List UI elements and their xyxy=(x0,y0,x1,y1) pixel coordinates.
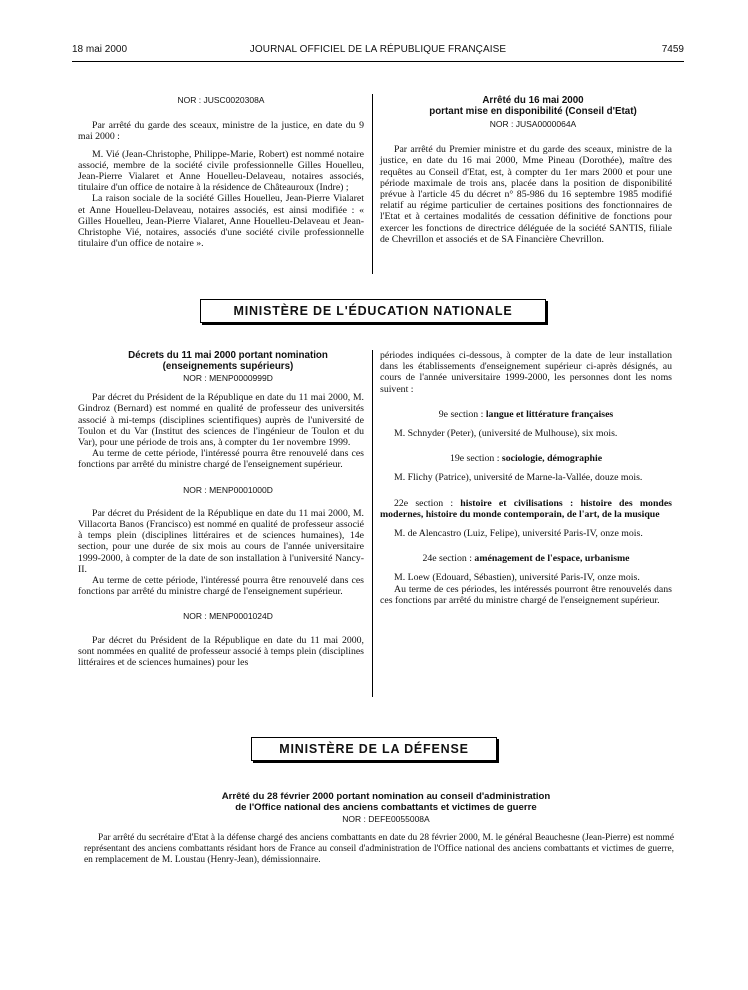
header-rule xyxy=(72,61,684,62)
section-subject: histoire et civilisations : histoire des mondes modernes, histoire du monde contemporain, de l'art, de la musique xyxy=(380,497,672,520)
nor-reference: NOR : MENP0001024D xyxy=(183,611,273,622)
section-number: 24e section : xyxy=(422,553,475,565)
nor-reference: NOR : DEFE0055008A xyxy=(342,814,430,824)
column-divider xyxy=(372,94,373,274)
section-heading xyxy=(380,498,672,520)
defense-section xyxy=(84,791,674,866)
paragraph: Au terme de cette période, l'intéressé pourra être renouvelé dans ces fonctions par arrêté du ministre chargé de l'enseignement supérieur. xyxy=(78,448,364,471)
ministry-heading-education xyxy=(200,299,546,323)
decree-title: Décrets du 11 mai 2000 portant nomination xyxy=(128,350,328,361)
education-left-column xyxy=(78,350,364,668)
section-heading xyxy=(380,553,672,564)
paragraph: Par décret du Président de la République en date du 11 mai 2000, M. Villacorta Banos (Francisco) est nommé en qualité de professeur associé à temps plein (disciplines littéraires et de sciences humaines), 14e section, pour une durée de six mois au cours de l'année universitaire 1999-2000, à compter de la date de son installation à l'université Nancy-II. xyxy=(78,507,364,575)
header-date: 18 mai 2000 xyxy=(72,44,128,55)
decree-title: Arrêté du 28 février 2000 portant nomination au conseil d'administration xyxy=(221,791,551,802)
paragraph: Par décret du Président de la République en date du 11 mai 2000, sont nommées en qualité de professeur associé à temps plein (disciplines littéraires et de sciences humaines) pour les xyxy=(78,634,364,669)
section-number: 9e section : xyxy=(438,408,486,420)
column-divider xyxy=(372,350,373,697)
section-subject: aménagement de l'espace, urbanisme xyxy=(474,553,630,565)
ministry-heading-defense xyxy=(251,737,497,761)
ministry-label: MINISTÈRE DE L'ÉDUCATION NATIONALE xyxy=(233,304,513,318)
paragraph: Par décret du Président de la République en date du 11 mai 2000, M. Gindroz (Bernard) est nommé en qualité de professeur des universités associé à mi-temps (disciplines scientifiques) auprès de l'université de Toulon et du Var (Institut des sciences de l'ingénieur de Toulon et du Var), pour une période de trois ans, à compter du 1er novembre 1999. xyxy=(78,392,364,449)
section-number: 22e section : xyxy=(394,497,461,509)
section-subject: langue et littérature françaises xyxy=(485,408,614,420)
paragraph: Par arrêté du secrétaire d'Etat à la défense chargé des anciens combattants en date du 28 février 2000, M. le général Beauchesne (Jean-Pierre) est nommé représentant des anciens combattants résidant hors de France au conseil d'administration de l'Office national des anciens combattants et victimes de guerre, en remplacement de M. Loustau (Henry-Jean), démissionnaire. xyxy=(84,833,674,865)
section-heading xyxy=(380,453,672,464)
paragraph: Par arrêté du Premier ministre et du garde des sceaux, ministre de la justice, en date du 16 mai 2000, Mme Pineau (Dorothée), maître des requêtes au Conseil d'Etat, est, à compter du 1er mars 2000 et pour une période maximale de trois ans, placée dans la position de disponibilité prévue à l'article 45 du décret n° 85-986 du 16 septembre 1985 modifié relatif au régime particulier de certaines positions des fonctionnaires de l'Etat et à certaines modalités de cessation définitive de fonctions pour exercer les fonctions de directrice déléguée de la société SANTIS, filiale de Chevrillon et associés et de SA Financière Chevrillon. xyxy=(380,144,672,245)
ministry-label: MINISTÈRE DE LA DÉFENSE xyxy=(279,742,469,756)
decree-subtitle: (enseignements supérieurs) xyxy=(162,361,294,372)
nor-reference: NOR : JUSC0020308A xyxy=(177,95,265,105)
section-subject: sociologie, démographie xyxy=(501,453,603,465)
top-left-column xyxy=(78,95,364,249)
paragraph: M. Loew (Edouard, Sébastien), université Paris-IV, onze mois. xyxy=(394,572,640,584)
top-right-column xyxy=(380,95,672,245)
nor-reference: NOR : MENP0001000D xyxy=(183,484,273,495)
section-heading xyxy=(380,409,672,420)
paragraph: M. de Alencastro (Luiz, Felipe), université Paris-IV, onze mois. xyxy=(394,528,643,540)
paragraph: M. Schnyder (Peter), (université de Mulhouse), six mois. xyxy=(394,428,618,440)
education-right-column xyxy=(380,350,672,606)
paragraph: La raison sociale de la société Gilles Houelleu, Jean-Pierre Vialaret et Anne Houelleu-Delaveau, notaires associés, est ainsi modifiée : « Gilles Houelleu, Jean-Pierre Vialaret, Anne Houelleu-Delaveau et Jean-Christophe Vié, notaires, associés d'une société civile professionnelle titulaire d'un office de notaire ». xyxy=(78,193,364,250)
decree-title: Arrêté du 16 mai 2000 xyxy=(482,95,584,106)
paragraph: M. Vié (Jean-Christophe, Philippe-Marie, Robert) est nommé notaire associé, membre de la société civile professionnelle Gilles Houelleu, Jean-Pierre Vialaret et Anne Houelleu-Delaveau, notaires associés, titulaire d'un office de notaire à la résidence de Châteauroux (Indre) ; xyxy=(78,148,364,194)
nor-reference: NOR : MENP0000999D xyxy=(183,373,273,383)
paragraph: Par arrêté du garde des sceaux, ministre de la justice, en date du 9 mai 2000 : xyxy=(78,120,364,143)
paragraph: Au terme de cette période, l'intéressé pourra être renouvelé dans ces fonctions par arrêté du ministre chargé de l'enseignement supérieur. xyxy=(78,575,364,598)
paragraph: Au terme de ces périodes, les intéressés pourront être renouvelés dans ces fonctions par arrêté du ministre chargé de l'enseignement supérieur. xyxy=(380,583,672,606)
nor-reference: NOR : JUSA0000064A xyxy=(489,119,577,129)
header-page-number: 7459 xyxy=(661,44,684,55)
section-number: 19e section : xyxy=(449,453,502,465)
decree-subtitle: portant mise en disponibilité (Conseil d'Etat) xyxy=(429,106,637,117)
header-journal-title: JOURNAL OFFICIEL DE LA RÉPUBLIQUE FRANÇAISE xyxy=(249,44,507,55)
paragraph: périodes indiquées ci-dessous, à compter de la date de leur installation dans les établissements d'enseignement supérieur ci-après désignés, au cours de l'année universitaire 1999-2000, les personnes dont les noms suivent : xyxy=(380,350,672,395)
paragraph: M. Flichy (Patrice), université de Marne-la-Vallée, douze mois. xyxy=(394,472,643,484)
decree-subtitle: de l'Office national des anciens combattants et victimes de guerre xyxy=(235,802,537,813)
